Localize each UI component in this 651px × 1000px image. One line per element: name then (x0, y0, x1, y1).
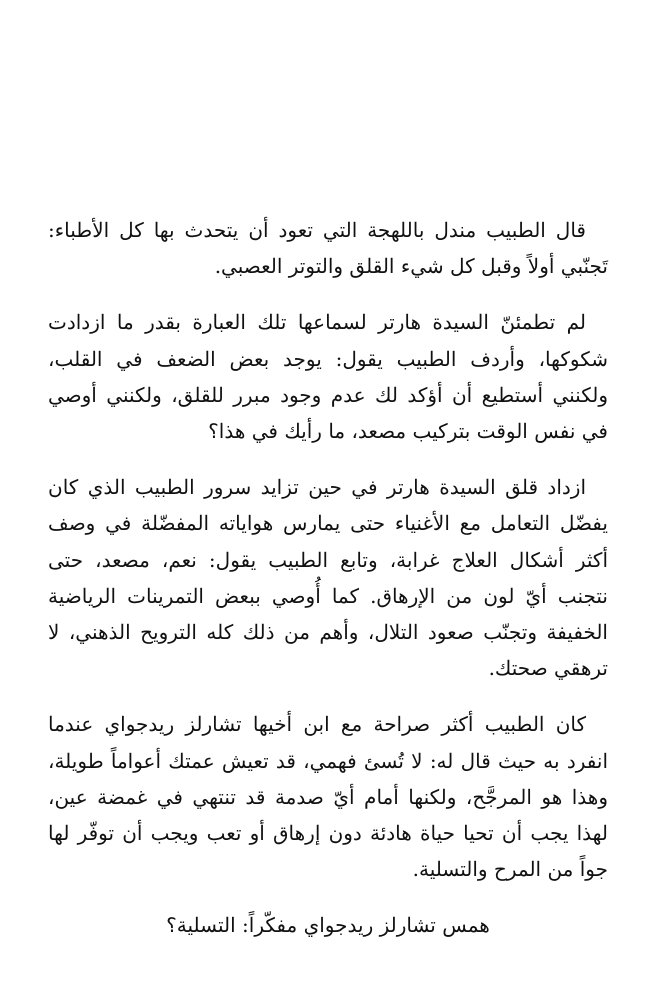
paragraph-doctor-recommendations: ازداد قلق السيدة هارتر في حين تزايد سرور الطبيب الذي كان يفضّل التعامل مع الأغنياء حتى يمارس هواياته المفضّلة في وصف أكثر أشكال العلاج غرابة، وتابع الطبيب يقول: نعم، مصعد، حتى نتجنب أيّ لون من الإرهاق. كما أُوصي ببعض التمرينات الرياضية الخفيفة وتجنّب صعود التلال، وأهم من ذلك كله الترويح الذهني، لا ترهقي صحتك. (48, 475, 608, 681)
paragraph-charles-conversation: كان الطبيب أكثر صراحة مع ابن أخيها تشارلز ريدجواي عندما انفرد به حيث قال له: لا تُسئ فهمي، قد تعيش عمتك أعواماً طويلة، وهذا هو المرجَّح، ولكنها أمام أيّ صدمة قد تنتهي في غمضة عين، لهذا يجب أن تحيا حياة هادئة دون إرهاق أو تعب ويجب أن توفّر لها جواً من المرح والتسلية. (48, 712, 608, 882)
document-page (48, 212, 608, 964)
paragraph-mrs-harter-doubts: لم تطمئنّ السيدة هارتر لسماعها تلك العبارة بقدر ما ازدادت شكوكها، وأردف الطبيب يقول: يوجد بعض الضعف في القلب، ولكنني أستطيع أن أؤكد لك عدم وجود مبرر للقلق، ولكنني أوصي في نفس الوقت بتركيب مصعد، ما رأيك في هذا؟ (48, 310, 608, 444)
paragraph-doctor-advice: قال الطبيب مندل باللهجة التي تعود أن يتحدث بها كل الأطباء: تَجنّبي أولاً وقبل كل شيء القلق والتوتر العصبي. (48, 218, 608, 279)
paragraph-charles-whisper: همس تشارلز ريدجواي مفكّراً: التسلية؟ (166, 913, 490, 938)
